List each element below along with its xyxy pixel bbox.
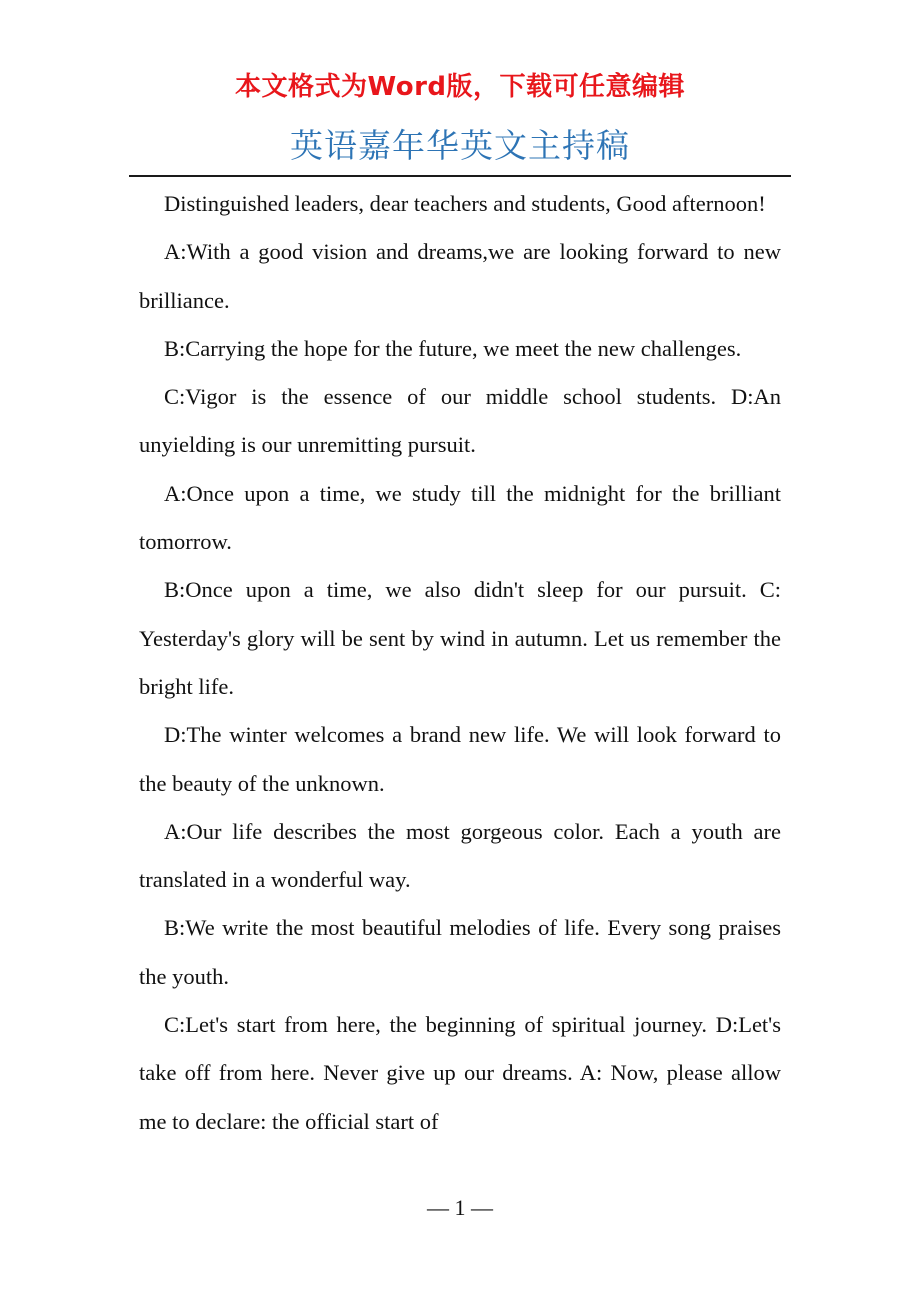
paragraph: A:With a good vision and dreams,we are looking forward to new brilliance.: [139, 239, 781, 313]
paragraph: B:Carrying the hope for the future, we meet the new challenges.: [164, 335, 742, 361]
paragraph: C:Vigor is the essence of our middle school students. D:An unyielding is our unremitting pursuit.: [139, 384, 781, 458]
paragraph: B:Once upon a time, we also didn't sleep for our pursuit. C: Yesterday's glory will be sent by wind in autumn. Let us remember the bright life.: [139, 577, 781, 699]
paragraph: A:Once upon a time, we study till the midnight for the brilliant tomorrow.: [139, 480, 781, 555]
paragraph-greeting: Distinguished leaders, dear teachers and students, Good afternoon!: [164, 191, 766, 216]
document-title: 英语嘉年华英文主持稿: [290, 126, 630, 165]
paragraph: A:Our life describes the most gorgeous color. Each a youth are translated in a wonderful way.: [139, 818, 781, 893]
title-divider: [129, 175, 791, 177]
paragraph: D:The winter welcomes a brand new life. We will look forward to the beauty of the unknown.: [139, 722, 781, 796]
page-number: — 1 —: [427, 1195, 493, 1220]
paragraph: B:We write the most beautiful melodies of life. Every song praises the youth.: [139, 915, 781, 989]
paragraph: C:Let's start from here, the beginning of spiritual journey. D:Let's take off from here. Never give up our dreams. A: Now, please allow me to declare: the official start of: [139, 1012, 781, 1134]
format-notice: 本文格式为Word版，下载可任意编辑: [234, 72, 686, 102]
document-body: [139, 180, 781, 1146]
